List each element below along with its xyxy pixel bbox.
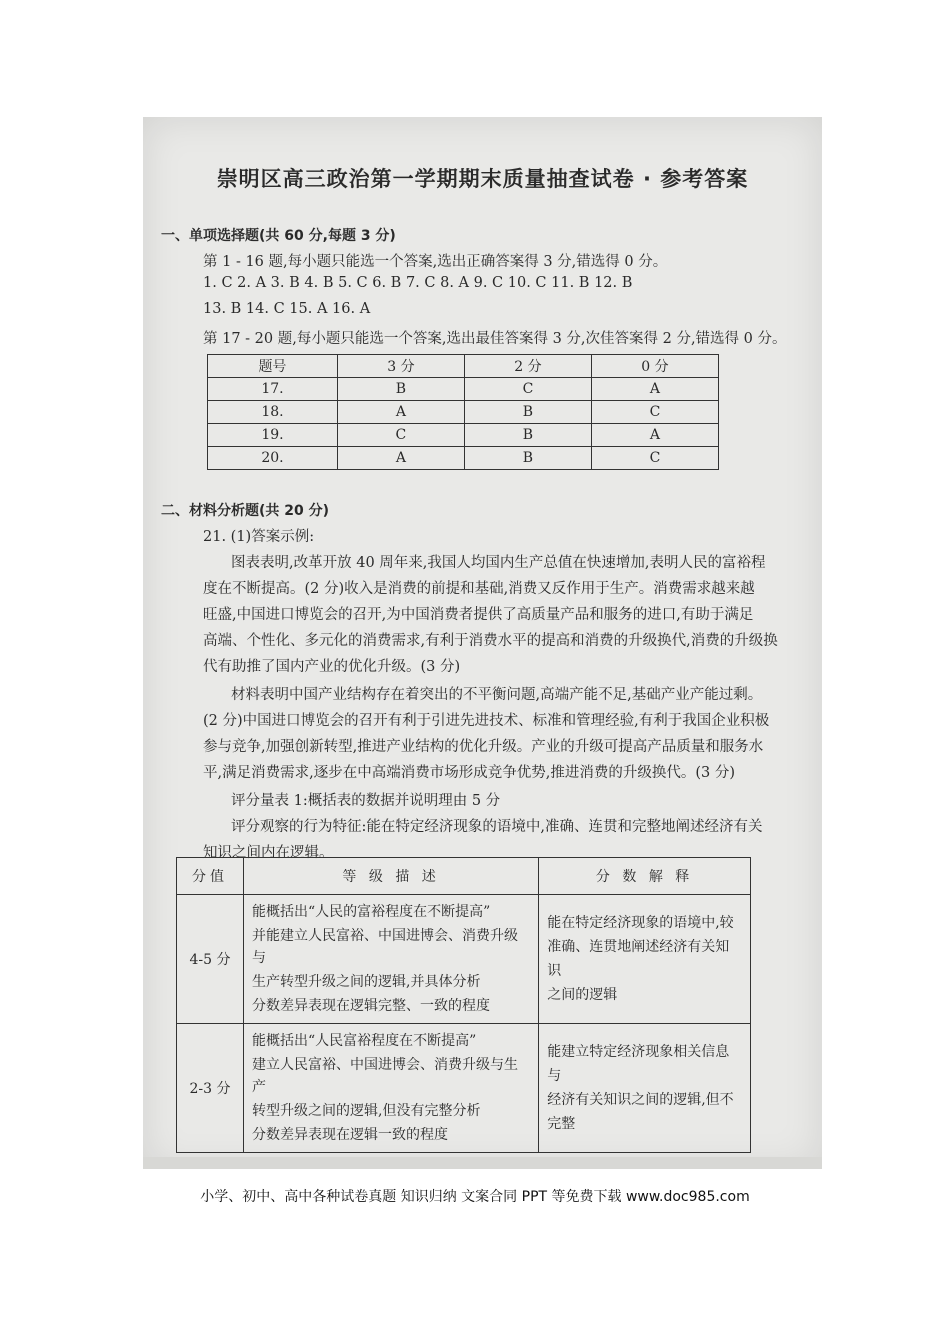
column-header: 0 分 — [591, 355, 718, 378]
column-header: 3 分 — [337, 355, 464, 378]
table-row — [208, 401, 719, 424]
answer-paragraph-line: 图表表明,改革开放 40 周年来,我国人均国内生产总值在快速增加,表明人民的富裕程 — [231, 555, 766, 571]
table-cell: B — [464, 424, 591, 447]
footer-text: 小学、初中、高中各种试卷真题 知识归纳 文案合同 PPT 等免费下载 www.doc985.com — [200, 1189, 750, 1205]
section1-instruction-2: 第 17 - 20 题,每小题只能选一个答案,选出最佳答案得 3 分,次佳答案得 2 分,错选得 0 分。 — [203, 331, 787, 347]
explanation-cell — [539, 1024, 751, 1153]
page-title: 崇明区高三政治第一学期期末质量抽查试卷 · 参考答案 — [216, 167, 749, 191]
description-line: 生产转型升级之间的逻辑,并具体分析 — [252, 974, 481, 990]
description-line: 能概括出“人民富裕程度在不断提高” — [252, 1033, 477, 1049]
explanation-line: 能在特定经济现象的语境中,较 — [547, 915, 734, 931]
answer-paragraph-line: 旺盛,中国进口博览会的召开,为中国消费者提供了高质量产品和服务的进口,有助于满足 — [203, 607, 754, 623]
table-cell: 19. — [208, 424, 338, 447]
exam-photo — [143, 117, 822, 1169]
table-cell: 18. — [208, 401, 338, 424]
section2-heading: 二、材料分析题(共 20 分) — [161, 503, 330, 519]
description-cell — [244, 1024, 539, 1153]
table-cell: A — [337, 401, 464, 424]
table-cell: C — [464, 378, 591, 401]
answer-paragraph-line: 平,满足消费需求,逐步在中高端消费市场形成竞争优势,推进消费的升级换代。(3 分) — [203, 765, 735, 781]
section1-instruction-1: 第 1 - 16 题,每小题只能选一个答案,选出正确答案得 3 分,错选得 0 分。 — [203, 254, 668, 270]
description-line: 并能建立人民富裕、中国进博会、消费升级与 — [252, 928, 518, 966]
table-cell: C — [591, 447, 718, 470]
section1-heading: 一、单项选择题(共 60 分,每题 3 分) — [161, 228, 396, 244]
answers-line-2: 13. B 14. C 15. A 16. A — [203, 301, 371, 317]
column-header: 等 级 描 述 — [244, 858, 539, 895]
table-row — [208, 424, 719, 447]
table-cell: B — [464, 447, 591, 470]
table-header-row — [208, 355, 719, 378]
rubric-header-row — [177, 858, 751, 895]
description-line: 分数差异表现在逻辑一致的程度 — [252, 1127, 448, 1143]
column-header: 2 分 — [464, 355, 591, 378]
table-row — [208, 378, 719, 401]
score-cell: 4-5 分 — [177, 895, 244, 1024]
rubric-row — [177, 895, 751, 1024]
answers-line-1: 1. C 2. A 3. B 4. B 5. C 6. B 7. C 8. A 9. C 10. C 11. B 12. B — [203, 275, 633, 291]
answer-paragraph-line: 代有助推了国内产业的优化升级。(3 分) — [203, 659, 461, 675]
answer-paragraph-line: 参与竞争,加强创新转型,推进产业结构的优化升级。产业的升级可提高产品质量和服务水 — [203, 739, 764, 755]
rubric-table — [176, 857, 751, 1153]
explanation-line: 之间的逻辑 — [547, 987, 618, 1003]
table-cell: B — [464, 401, 591, 424]
answer-paragraph-line: 材料表明中国产业结构存在着突出的不平衡问题,高端产能不足,基础产业产能过剩。 — [231, 687, 763, 703]
column-header: 分 数 解 释 — [539, 858, 751, 895]
explanation-cell — [539, 895, 751, 1024]
column-header: 分值 — [177, 858, 244, 895]
answer-table — [207, 354, 719, 470]
rubric-title: 评分量表 1:概括表的数据并说明理由 5 分 — [231, 793, 501, 809]
rubric-criteria: 知识之间内在逻辑。 — [203, 845, 334, 861]
description-cell — [244, 895, 539, 1024]
table-cell: A — [591, 424, 718, 447]
answer-paragraph-line: (2 分)中国进口博览会的召开有利于引进先进技术、标准和管理经验,有利于我国企业积极 — [203, 713, 770, 729]
rubric-criteria: 评分观察的行为特征:能在特定经济现象的语境中,准确、连贯和完整地阐述经济有关 — [231, 819, 763, 835]
table-cell: C — [337, 424, 464, 447]
question-label: 21. (1)答案示例: — [203, 529, 315, 545]
description-line: 分数差异表现在逻辑完整、一致的程度 — [252, 998, 490, 1014]
explanation-line: 能建立特定经济现象相关信息与 — [547, 1044, 730, 1084]
table-cell: 17. — [208, 378, 338, 401]
explanation-line: 完整 — [547, 1116, 576, 1132]
description-line: 能概括出“人民的富裕程度在不断提高” — [252, 904, 491, 920]
table-cell: A — [337, 447, 464, 470]
description-line: 建立人民富裕、中国进博会、消费升级与生产 — [252, 1057, 518, 1095]
column-header: 题号 — [208, 355, 338, 378]
rubric-row — [177, 1024, 751, 1153]
table-cell: A — [591, 378, 718, 401]
score-cell: 2-3 分 — [177, 1024, 244, 1153]
table-cell: C — [591, 401, 718, 424]
answer-paragraph-line: 高端、个性化、多元化的消费需求,有利于消费水平的提高和消费的升级换代,消费的升级换 — [203, 633, 778, 649]
description-line: 转型升级之间的逻辑,但没有完整分析 — [252, 1103, 481, 1119]
answer-paragraph-line: 度在不断提高。(2 分)收入是消费的前提和基础,消费又反作用于生产。消费需求越来越 — [203, 581, 755, 597]
explanation-line: 准确、连贯地阐述经济有关知识 — [547, 939, 730, 979]
explanation-line: 经济有关知识之间的逻辑,但不 — [547, 1092, 734, 1108]
table-cell: 20. — [208, 447, 338, 470]
table-cell: B — [337, 378, 464, 401]
table-row — [208, 447, 719, 470]
photo-bottom-strip — [143, 1157, 822, 1169]
